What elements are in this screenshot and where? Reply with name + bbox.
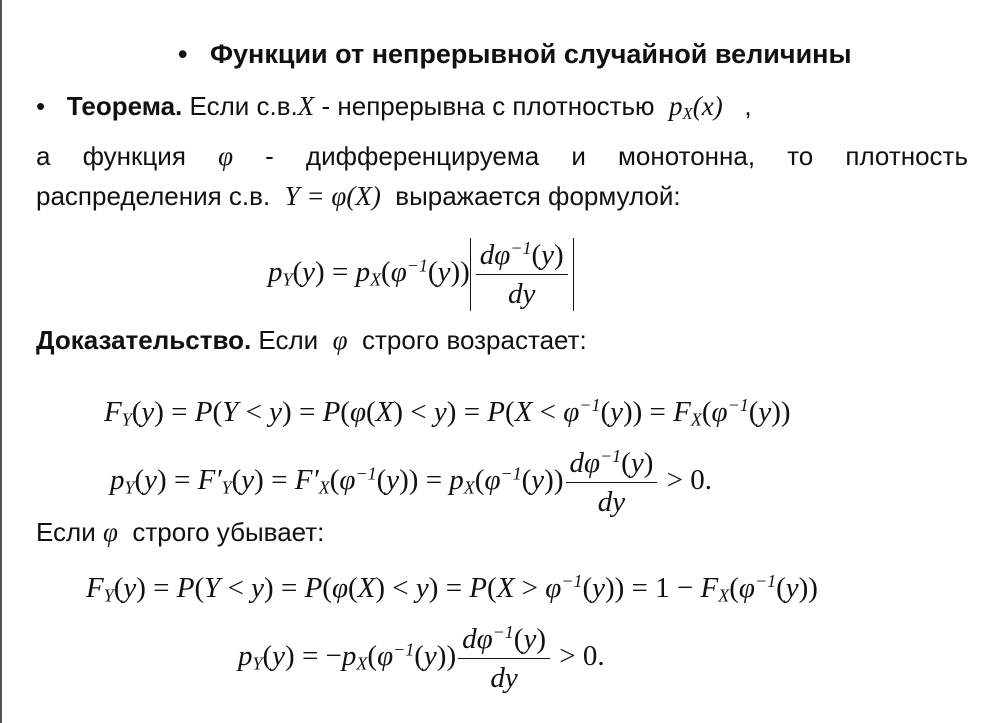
- proof-text-a: Если: [258, 325, 319, 355]
- cdf-increasing-formula: $F_Y(y) = P(Y < y) = P(\varphi(X) < y) = P(X < \varphi^{-1}(y)) = F_X(\varphi^{-1}(y))$: [104, 395, 791, 430]
- phi-symbol: φ: [218, 141, 233, 171]
- slide-left-border: [0, 0, 2, 723]
- theorem-line-3: [36, 180, 681, 212]
- proof-line: [36, 324, 587, 356]
- density-symbol: $p_X(x)$: [669, 91, 723, 124]
- theorem-text-2: - непрерывна с плотностью: [321, 91, 655, 121]
- theorem-line2-a: а функция: [36, 141, 186, 171]
- theorem-line2-b: - дифференцируема и монотонна, то плотность: [265, 141, 968, 171]
- var-x: X: [297, 91, 315, 121]
- density-formula: $p_Y(y) = p_X(\varphi^{-1}(y))$ $\frac{d\varphi^{-1}(y)}{dy}$: [268, 238, 574, 311]
- decreasing-line: [36, 516, 324, 548]
- slide-title: [178, 38, 852, 70]
- bullet: •: [36, 91, 46, 121]
- density-decreasing-formula: $p_Y(y) = -p_X(\varphi^{-1}(y))$ $\frac{d\varphi^{-1}(y)}{dy}$ > 0.: [238, 622, 605, 694]
- title-text: Функции от непрерывной случайной величины: [209, 39, 852, 69]
- theorem-line-1: [36, 90, 752, 122]
- theorem-line3-b: выражается формулой:: [395, 181, 681, 211]
- theorem-label: Теорема.: [66, 91, 183, 121]
- proof-text-b: строго возрастает:: [362, 325, 587, 355]
- decreasing-text-a: Если: [36, 517, 96, 547]
- y-equals-phi-x: Y = φ(X): [284, 181, 381, 211]
- phi-symbol: φ: [102, 517, 118, 547]
- decreasing-text-b: строго убывает:: [132, 517, 325, 547]
- bullet: •: [178, 39, 188, 69]
- proof-label: Доказательство.: [36, 325, 252, 355]
- theorem-line-2: [36, 140, 968, 172]
- cdf-decreasing-formula: $F_Y(y) = P(Y < y) = P(\varphi(X) < y) = P(X > \varphi^{-1}(y)) = 1 - F_X(\varphi^{-1}(y))$: [86, 571, 818, 606]
- theorem-line3-a: распределения с.в.: [36, 181, 271, 211]
- theorem-text-1: Если с.в.: [189, 91, 298, 121]
- density-increasing-formula: $p_Y(y) = F'_Y(y) = F'_X(\varphi^{-1}(y)) = p_X(\varphi^{-1}(y))$ $\frac{d\varphi^{-1}(y)}{dy}$ > 0.: [110, 446, 712, 518]
- phi-symbol: φ: [332, 325, 348, 355]
- theorem-tail: ,: [744, 91, 752, 121]
